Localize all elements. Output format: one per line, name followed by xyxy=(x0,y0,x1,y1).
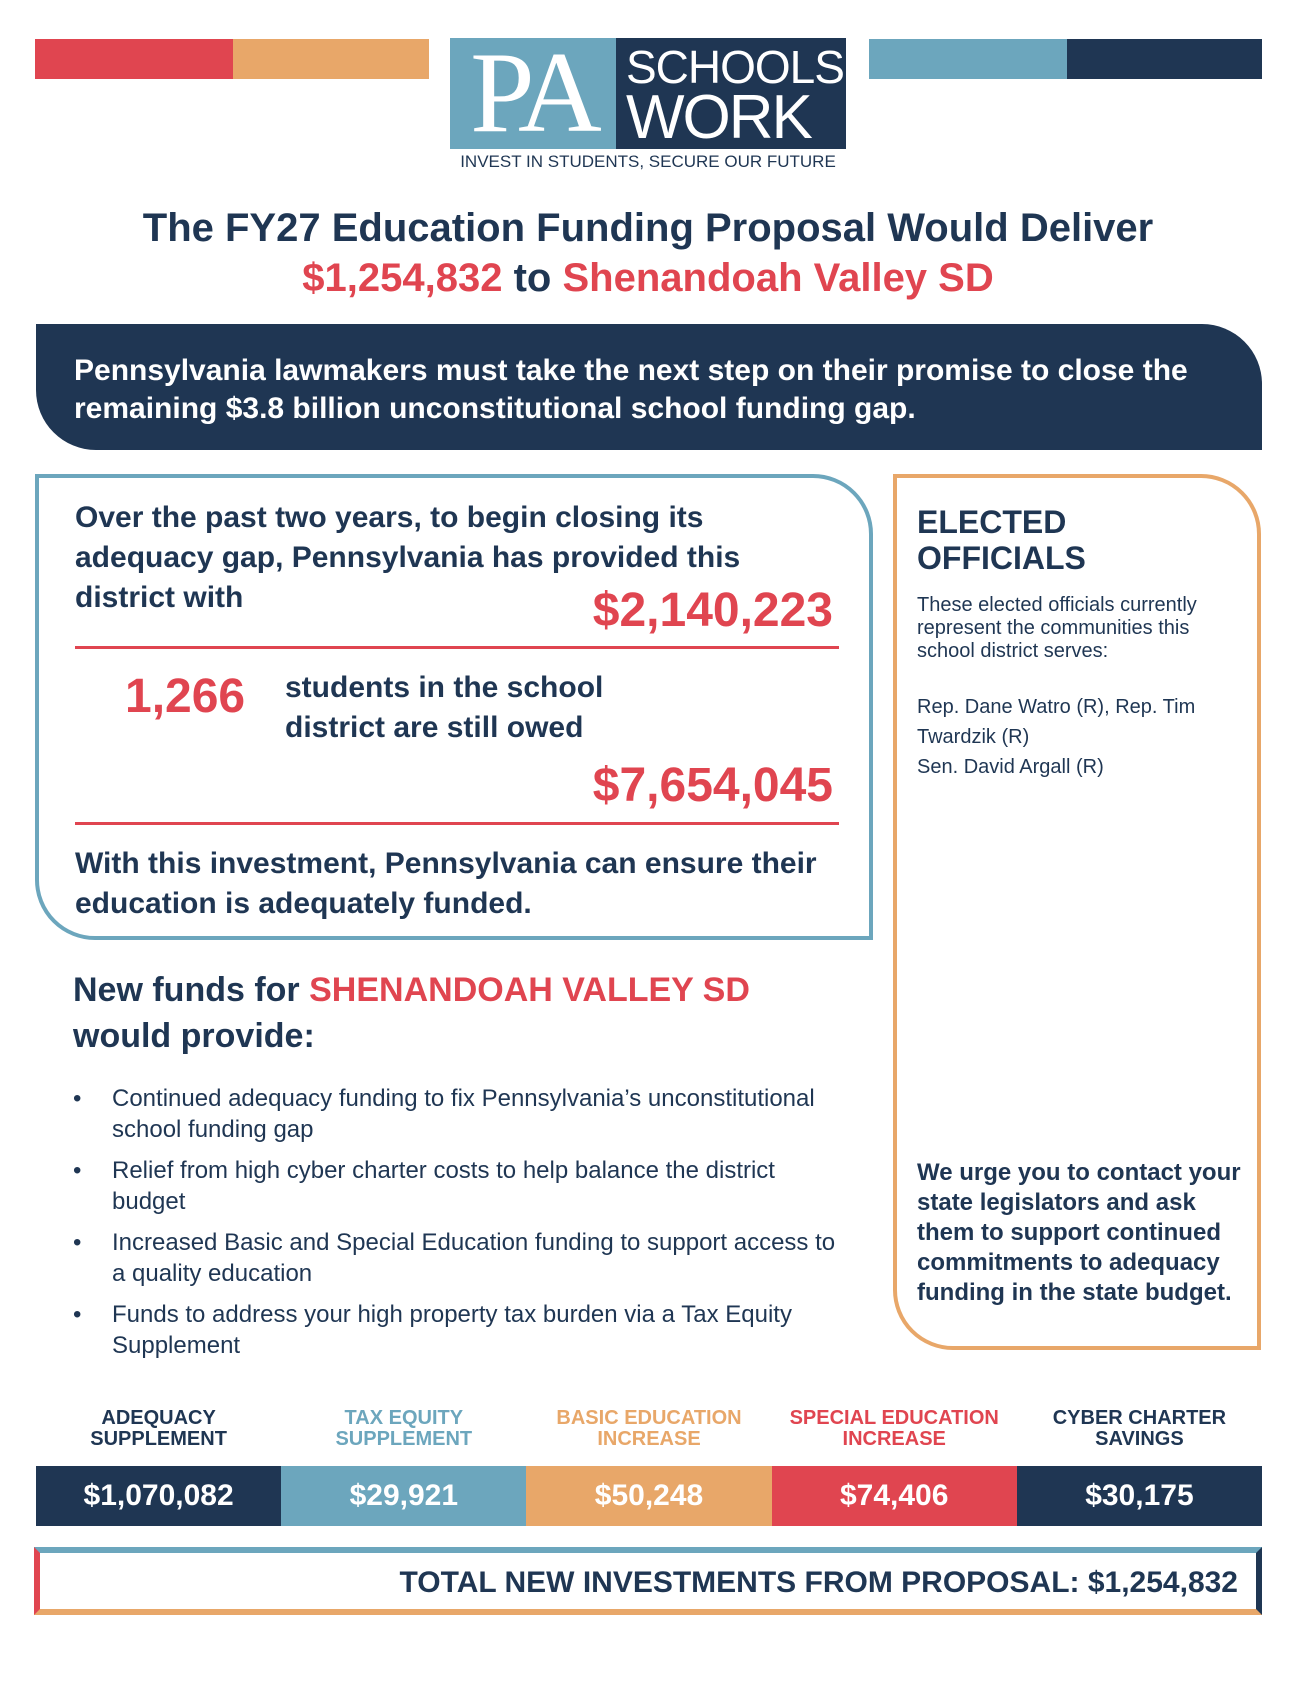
breakdown-value-cyber-charter: $30,175 xyxy=(1017,1466,1262,1526)
page-title xyxy=(0,203,1296,303)
new-funds-suffix: would provide: xyxy=(73,1017,315,1055)
top-bar-orange xyxy=(233,39,429,79)
provided-intro-text: Over the past two years, to begin closing its adequacy gap, Pennsylvania has provided this district with xyxy=(75,501,741,614)
list-item-text: Continued adequacy funding to fix Pennsylvania’s unconstitutional school funding gap xyxy=(112,1085,815,1143)
breakdown-label-adequacy: ADEQUACY SUPPLEMENT xyxy=(90,1407,227,1450)
bullet-icon: • xyxy=(73,1229,82,1256)
top-bar-blue xyxy=(869,39,1067,79)
top-bar-navy xyxy=(1067,39,1262,79)
officials-senator: Sen. David Argall (R) xyxy=(917,756,1104,778)
list-item xyxy=(73,1299,853,1361)
bullet-icon: • xyxy=(73,1157,82,1184)
call-to-action-text: We urge you to contact your state legislators and ask them to support continued commitments to adequacy funding in the state budget. xyxy=(917,1159,1241,1306)
logo-pa-mark: PA xyxy=(450,38,616,149)
officials-description: These elected officials currently represent the communities this school district serves: xyxy=(917,594,1197,662)
new-funds-district: SHENANDOAH VALLEY SD xyxy=(309,971,750,1009)
logo-schools-text: SCHOOLS xyxy=(626,41,844,93)
officials-list xyxy=(917,692,1237,782)
breakdown-value-basic-ed: $50,248 xyxy=(526,1466,771,1526)
breakdown-labels xyxy=(36,1408,1262,1458)
logo-wordmark xyxy=(616,38,846,152)
new-funds-heading xyxy=(73,967,853,1059)
title-line-1: The FY27 Education Funding Proposal Would Deliver xyxy=(142,206,1154,250)
top-bar-red xyxy=(35,39,233,79)
logo-work-text: WORK xyxy=(626,83,811,152)
list-item xyxy=(73,1227,853,1289)
divider-2 xyxy=(75,822,839,825)
bullet-icon: • xyxy=(73,1085,82,1112)
title-amount: $1,254,832 xyxy=(302,256,503,300)
students-count: 1,266 xyxy=(125,670,246,723)
title-to: to xyxy=(513,256,552,300)
breakdown-value-tax-equity: $29,921 xyxy=(281,1466,526,1526)
banner-text: Pennsylvania lawmakers must take the next step on their promise to close the remaining $3.8 billion unconstitutional school funding gap. xyxy=(74,354,1188,425)
bullet-icon: • xyxy=(73,1301,82,1328)
title-district: Shenandoah Valley SD xyxy=(562,256,994,300)
officials-title: ELECTED OFFICIALS xyxy=(917,504,1086,576)
breakdown-label-tax-equity: TAX EQUITY SUPPLEMENT xyxy=(335,1407,473,1450)
students-owed-text: students in the school district are still owed xyxy=(285,671,604,744)
list-item xyxy=(73,1155,853,1217)
elected-officials-box xyxy=(893,474,1261,1350)
breakdown-value-special-ed: $74,406 xyxy=(772,1466,1017,1526)
list-item-text: Relief from high cyber charter costs to help balance the district budget xyxy=(112,1157,775,1215)
list-item xyxy=(73,1083,853,1145)
funding-summary-box xyxy=(35,474,873,940)
breakdown-value-adequacy: $1,070,082 xyxy=(36,1466,281,1526)
funding-gap-banner xyxy=(36,324,1262,450)
investment-closing-text: With this investment, Pennsylvania can ensure their education is adequately funded. xyxy=(75,847,817,920)
breakdown-label-special-ed: SPECIAL EDUCATION INCREASE xyxy=(789,1407,999,1450)
logo-tagline: INVEST IN STUDENTS, SECURE OUR FUTURE xyxy=(460,152,836,171)
new-funds-list xyxy=(73,1083,853,1371)
total-investments-box xyxy=(34,1547,1262,1615)
breakdown-label-basic-ed: BASIC EDUCATION INCREASE xyxy=(556,1407,742,1450)
provided-amount: $2,140,223 xyxy=(592,584,833,637)
total-investments-text: TOTAL NEW INVESTMENTS FROM PROPOSAL: $1,254,832 xyxy=(399,1566,1238,1599)
divider-1 xyxy=(75,646,839,649)
new-funds-prefix: New funds for xyxy=(73,971,300,1009)
breakdown-values xyxy=(36,1466,1262,1526)
list-item-text: Increased Basic and Special Education funding to support access to a quality education xyxy=(112,1229,836,1287)
pa-schools-work-logo xyxy=(450,29,846,173)
officials-representatives: Rep. Dane Watro (R), Rep. Tim Twardzik (R) xyxy=(917,696,1196,748)
list-item-text: Funds to address your high property tax burden via a Tax Equity Supplement xyxy=(112,1301,792,1359)
breakdown-label-cyber-charter: CYBER CHARTER SAVINGS xyxy=(1052,1407,1227,1450)
owed-amount: $7,654,045 xyxy=(592,759,833,812)
